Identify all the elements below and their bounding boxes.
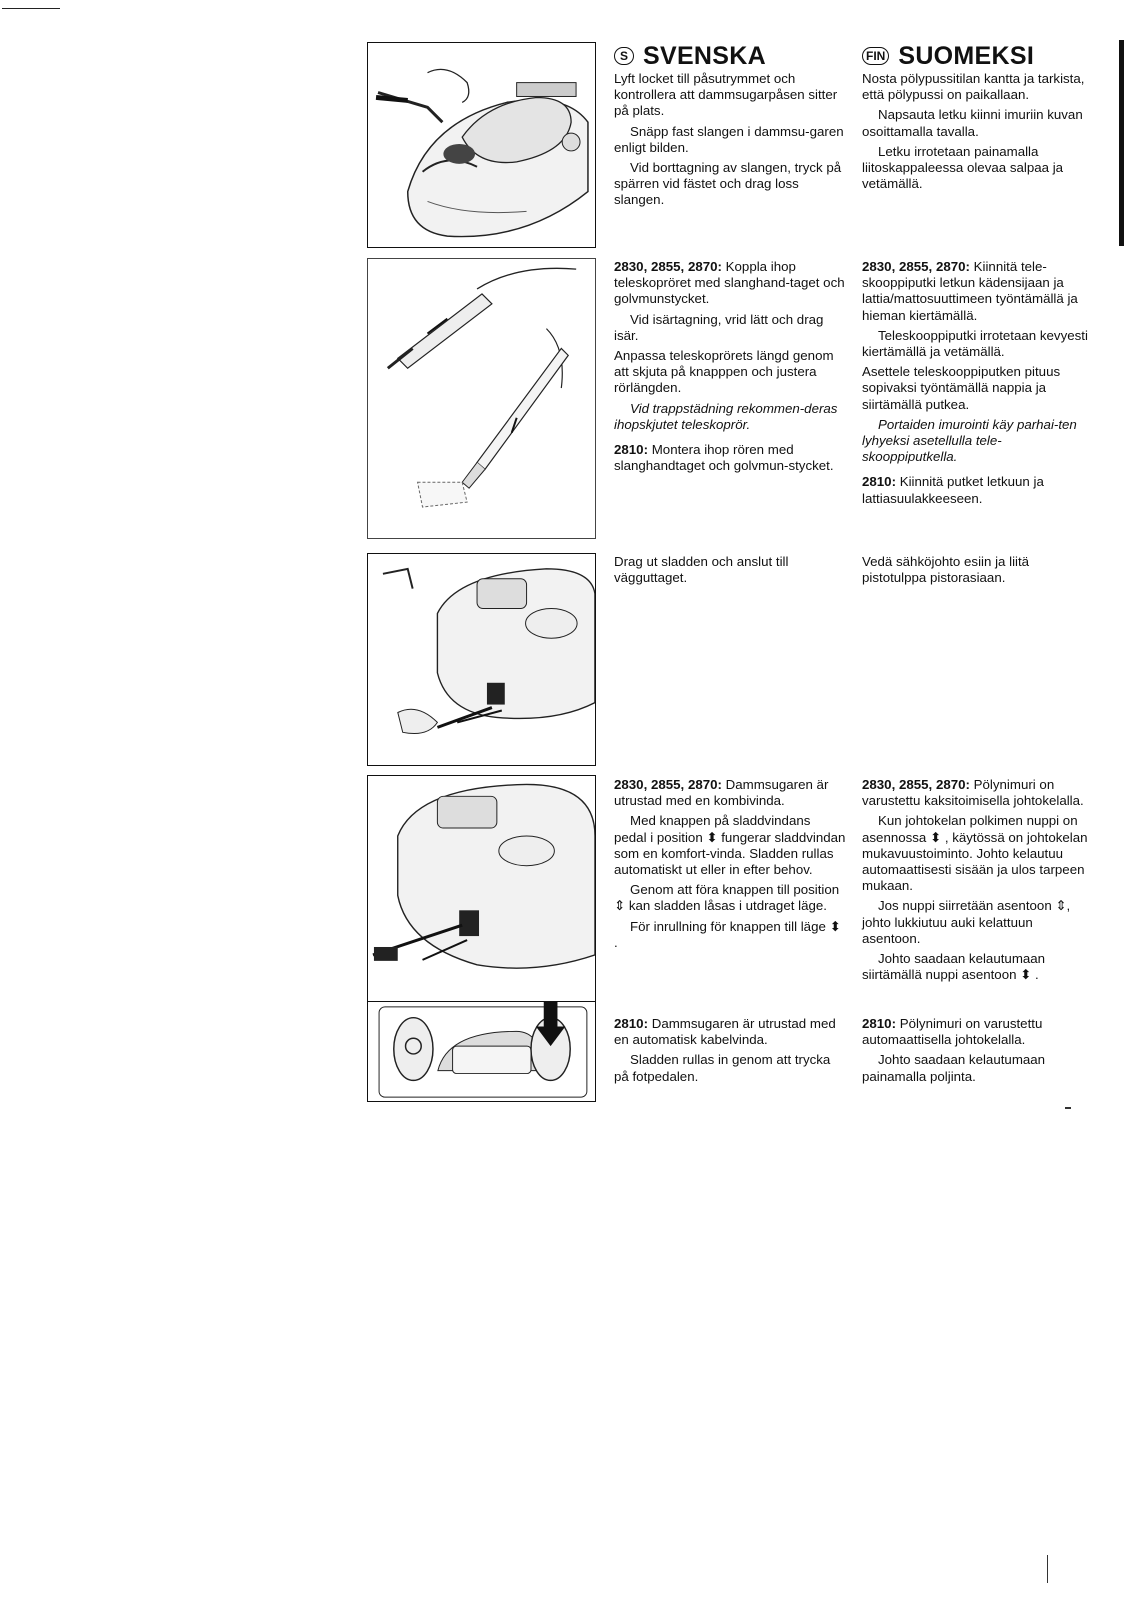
fi-section-4b bbox=[862, 1016, 1094, 1089]
paragraph: Kun johtokelan polkimen nuppi on asennossa ⬍ , käytössä on johtokelan mukavuustoiminto. Johto kelautuu automaattisesti sisään ja ulos tarpeen mukaan. bbox=[862, 813, 1088, 894]
paragraph: Nosta pölypussitilan kantta ja tarkista, että pölypussi on paikallaan. bbox=[862, 71, 1085, 103]
illustration-pedal bbox=[367, 1001, 596, 1102]
margin-bar bbox=[1119, 40, 1124, 246]
paragraph: Teleskooppiputki irrotetaan kevyesti kiertämällä ja vetämällä. bbox=[862, 327, 1088, 360]
sv-title: SVENSKA bbox=[643, 41, 766, 70]
fi-title: SUOMEKSI bbox=[898, 41, 1035, 70]
illustration-telescope-tube bbox=[367, 258, 596, 539]
model-numbers: 2830, 2855, 2870: bbox=[614, 259, 722, 274]
model-numbers: 2810: bbox=[614, 1016, 649, 1031]
svenska-heading bbox=[614, 42, 766, 70]
fi-section-1 bbox=[862, 71, 1094, 196]
model-numbers: 2810: bbox=[862, 474, 897, 490]
paragraph: 2810: Dammsugaren är utrustad med en automatisk kabelvinda. bbox=[614, 1016, 836, 1048]
illustration-pull-cord bbox=[367, 553, 596, 766]
paragraph: Johto saadaan kelautumaan painamalla poljinta. bbox=[862, 1052, 1046, 1084]
model-numbers: 2830, 2855, 2870: bbox=[614, 777, 722, 792]
paragraph: Letku irrotetaan painamalla liitoskappaleessa olevaa salpaa ja vetämällä. bbox=[862, 143, 1064, 192]
sv-section-4b bbox=[614, 1016, 846, 1089]
model-numbers: 2810: bbox=[862, 1016, 897, 1031]
paragraph: Lyft locket till påsutrymmet och kontrollera att dammsugarpåsen sitter på plats. bbox=[614, 71, 838, 119]
paragraph: 2830, 2855, 2870: Pölynimuri on varustettu kaksitoimisella johtokelalla. bbox=[862, 777, 1084, 809]
paragraph: Vid borttagning av slangen, tryck på spärren vid fästet och drag loss slangen. bbox=[614, 160, 842, 208]
model-numbers: 2810: bbox=[614, 442, 649, 458]
bottom-tick bbox=[1047, 1555, 1048, 1583]
model-numbers: 2830, 2855, 2870: bbox=[862, 777, 970, 792]
paragraph: 2830, 2855, 2870: Kiinnitä tele-skooppiputki letkun kädensijaan ja lattia/mattosuuttimeen työntämällä ja hieman kiertämällä. bbox=[862, 259, 1078, 323]
paragraph: Snäpp fast slangen i dammsu-garen enligt bilden. bbox=[614, 123, 844, 155]
paragraph: Asettele teleskooppiputken pituus sopivaksi työntämällä nappia ja siirtämällä putkea. bbox=[862, 364, 1061, 412]
paragraph: För inrullning för knappen till läge ⬍ . bbox=[614, 918, 841, 950]
paragraph: Portaiden imurointi käy parhai-ten lyhyeksi asetellulla tele-skooppiputkella. bbox=[862, 416, 1077, 465]
paragraph: Med knappen på sladdvindans pedal i position ⬍ fungerar sladdvindan som en komfort-vinda. Sladden rullas automatiskt ut eller in efter behov. bbox=[614, 813, 846, 878]
paragraph: Jos nuppi siirretään asentoon ⇕, johto lukkiutuu auki kelattuun asentoon. bbox=[862, 898, 1071, 946]
fi-section-3 bbox=[862, 554, 1094, 590]
sv-section-1 bbox=[614, 71, 846, 213]
paragraph: Drag ut sladden och anslut till vägguttaget. bbox=[614, 554, 789, 586]
fi-language-badge: FIN bbox=[862, 47, 889, 65]
paragraph: Napsauta letku kiinni imuriin kuvan osoittamalla tavalla. bbox=[862, 107, 1083, 139]
paragraph: Sladden rullas in genom att trycka på fotpedalen. bbox=[614, 1052, 831, 1084]
paragraph: 2810: Kiinnitä putket letkuun ja lattiasuulakkeeseen. bbox=[862, 474, 1044, 506]
corner-mark bbox=[2, 8, 60, 9]
model-numbers: 2830, 2855, 2870: bbox=[862, 259, 970, 274]
sv-section-4 bbox=[614, 777, 846, 955]
illustration-cord-rewind bbox=[367, 775, 596, 1001]
paragraph: Johto saadaan kelautumaan siirtämällä nuppi asentoon ⬍ . bbox=[862, 951, 1046, 983]
sv-section-3 bbox=[614, 554, 846, 590]
paragraph: Vid isärtagning, vrid lätt och drag isär. bbox=[614, 311, 824, 343]
fi-section-4 bbox=[862, 777, 1094, 987]
suomeksi-heading bbox=[862, 42, 1034, 70]
fi-section-2 bbox=[862, 259, 1094, 511]
paragraph: Vedä sähköjohto esiin ja liitä pistotulppa pistorasiaan. bbox=[862, 554, 1030, 586]
paragraph: Genom att föra knappen till position ⇕ kan sladden låsas i utdraget läge. bbox=[614, 882, 840, 914]
paragraph: 2830, 2855, 2870: Dammsugaren är utrustad med en kombivinda. bbox=[614, 777, 829, 809]
paragraph: Anpassa teleskoprörets längd genom att skjuta på knapppen och justera rörlängden. bbox=[614, 348, 834, 396]
paragraph: 2810: Pölynimuri on varustettu automaattisella johtokelalla. bbox=[862, 1016, 1043, 1048]
paragraph: Vid trappstädning rekommen-deras ihopskjutet teleskoprör. bbox=[614, 400, 838, 432]
stray-mark bbox=[1065, 1107, 1071, 1109]
sv-section-2 bbox=[614, 259, 846, 478]
sv-language-badge: S bbox=[614, 47, 634, 65]
paragraph: 2810: Montera ihop rören med slanghandtaget och golvmun-stycket. bbox=[614, 442, 834, 474]
illustration-open-lid bbox=[367, 42, 596, 248]
paragraph: 2830, 2855, 2870: Koppla ihop teleskopröret med slanghand-taget och golvmunstycket. bbox=[614, 259, 845, 307]
